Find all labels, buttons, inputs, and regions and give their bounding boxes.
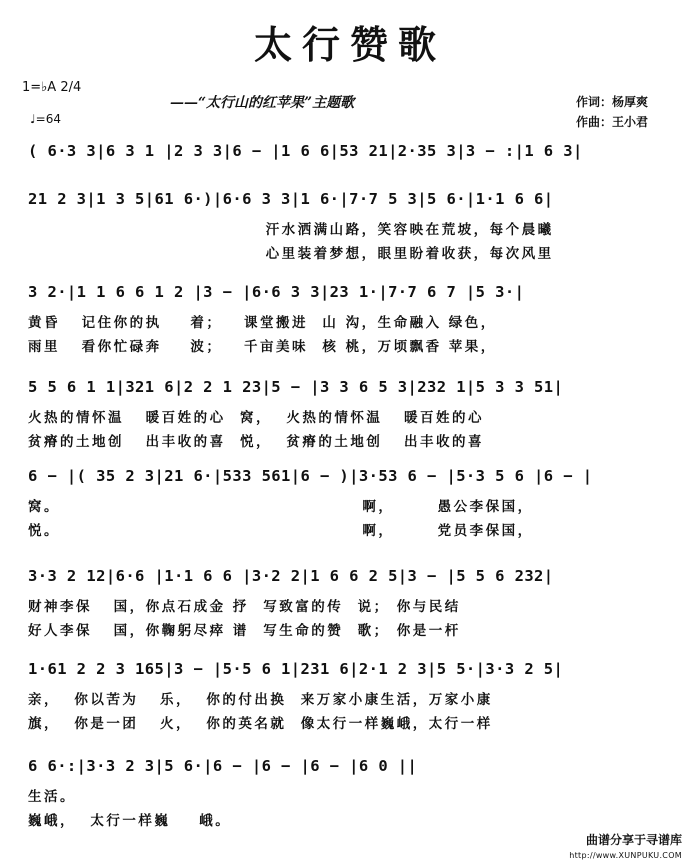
notation-line: 3 2·|1 1 6 6 1 2 |3 − |6·6 3 3|23 1·|7·7 6 7 |5 3·| xyxy=(28,283,525,301)
key-signature: 1=♭A 2/4 xyxy=(22,80,82,95)
notation-line: 6 6·:|3·3 2 3|5 6·|6 − |6 − |6 − |6 0 || xyxy=(28,757,418,775)
watermark-url: http://www.XUNPUKU.COM xyxy=(569,851,682,860)
score-row xyxy=(28,142,678,160)
tempo-marking: ♩=64 xyxy=(30,112,61,126)
lyric-line: 生活。 xyxy=(28,789,76,805)
score-row xyxy=(28,378,678,450)
lyric-line: 好人李保 国，你鞠躬尽瘁 谱 写生命的赞 歌； 你是一杆 xyxy=(28,623,461,639)
lyric-line: 贫瘠的土地创 出丰收的喜 悦， 贫瘠的土地创 出丰收的喜 xyxy=(28,434,484,450)
notation-line: 3·3 2 12|6·6 |1·1 6 6 |3·2 2|1 6 6 2 5|3 − |5 5 6 232| xyxy=(28,567,554,585)
lyric-line: 财神李保 国，你点石成金 抒 写致富的传 说； 你与民结 xyxy=(28,599,461,615)
credits xyxy=(576,92,648,132)
watermark xyxy=(532,833,682,863)
score-row xyxy=(28,757,678,829)
score-row xyxy=(28,283,678,355)
subtitle: ——“太行山的红苹果”主题歌 xyxy=(170,95,355,111)
lyric-line: 火热的情怀温 暖百姓的心 窝， 火热的情怀温 暖百姓的心 xyxy=(28,410,484,426)
notation-line: 6 − |( 35 2 3|21 6·|533 561|6 − )|3·53 6 − |5·3 5 6 |6 − | xyxy=(28,467,593,485)
lyric-line: 黄昏 记住你的执 着； 课堂搬进 山 沟，生命融入 绿色， xyxy=(28,315,497,331)
score-row xyxy=(28,567,678,639)
lyric-line: 旗， 你是一团 火， 你的英名就 像太行一样巍峨，太行一样 xyxy=(28,716,493,732)
lyric-line: 悦。 啊， 党员李保国， xyxy=(28,523,534,539)
lyric-line: 心里装着梦想，眼里盼着收获，每次风里 xyxy=(28,246,554,262)
notation-line: ( 6·3 3|6 3 1 |2 3 3|6 − |1 6 6|53 21|2·35 3|3 − :|1 6 3| xyxy=(28,142,583,160)
lyric-line: 汗水洒满山路，笑容映在荒坡，每个晨曦 xyxy=(28,222,554,238)
lyric-line: 亲， 你以苦为 乐， 你的付出换 来万家小康生活，万家小康 xyxy=(28,692,493,708)
song-title: 太行赞歌 xyxy=(253,22,446,67)
notation-line: 1·61 2 2 3 165|3 − |5·5 6 1|231 6|2·1 2 3|5 5·|3·3 2 5| xyxy=(28,660,564,678)
score-row xyxy=(28,467,678,539)
lyric-line: 窝。 啊， 愚公李保国， xyxy=(28,499,534,515)
lyricist: 作词：杨厚爽 xyxy=(576,95,649,109)
lyric-line: 雨里 看你忙碌奔 波； 千亩美味 核 桃，万顷飘香 苹果， xyxy=(28,339,497,355)
watermark-text: 曲谱分享于寻谱库 xyxy=(585,833,682,847)
composer: 作曲：王小君 xyxy=(576,115,649,129)
notation-line: 5 5 6 1 1|321 6|2 2 1 23|5 − |3 3 6 5 3|232 1|5 3 3 51| xyxy=(28,378,564,396)
score-row xyxy=(28,660,678,732)
lyric-line: 巍峨， 太行一样巍 峨。 xyxy=(28,813,232,829)
score-row xyxy=(28,190,678,262)
notation-line: 21 2 3|1 3 5|61 6·)|6·6 3 3|1 6·|7·7 5 3|5 6·|1·1 6 6| xyxy=(28,190,554,208)
